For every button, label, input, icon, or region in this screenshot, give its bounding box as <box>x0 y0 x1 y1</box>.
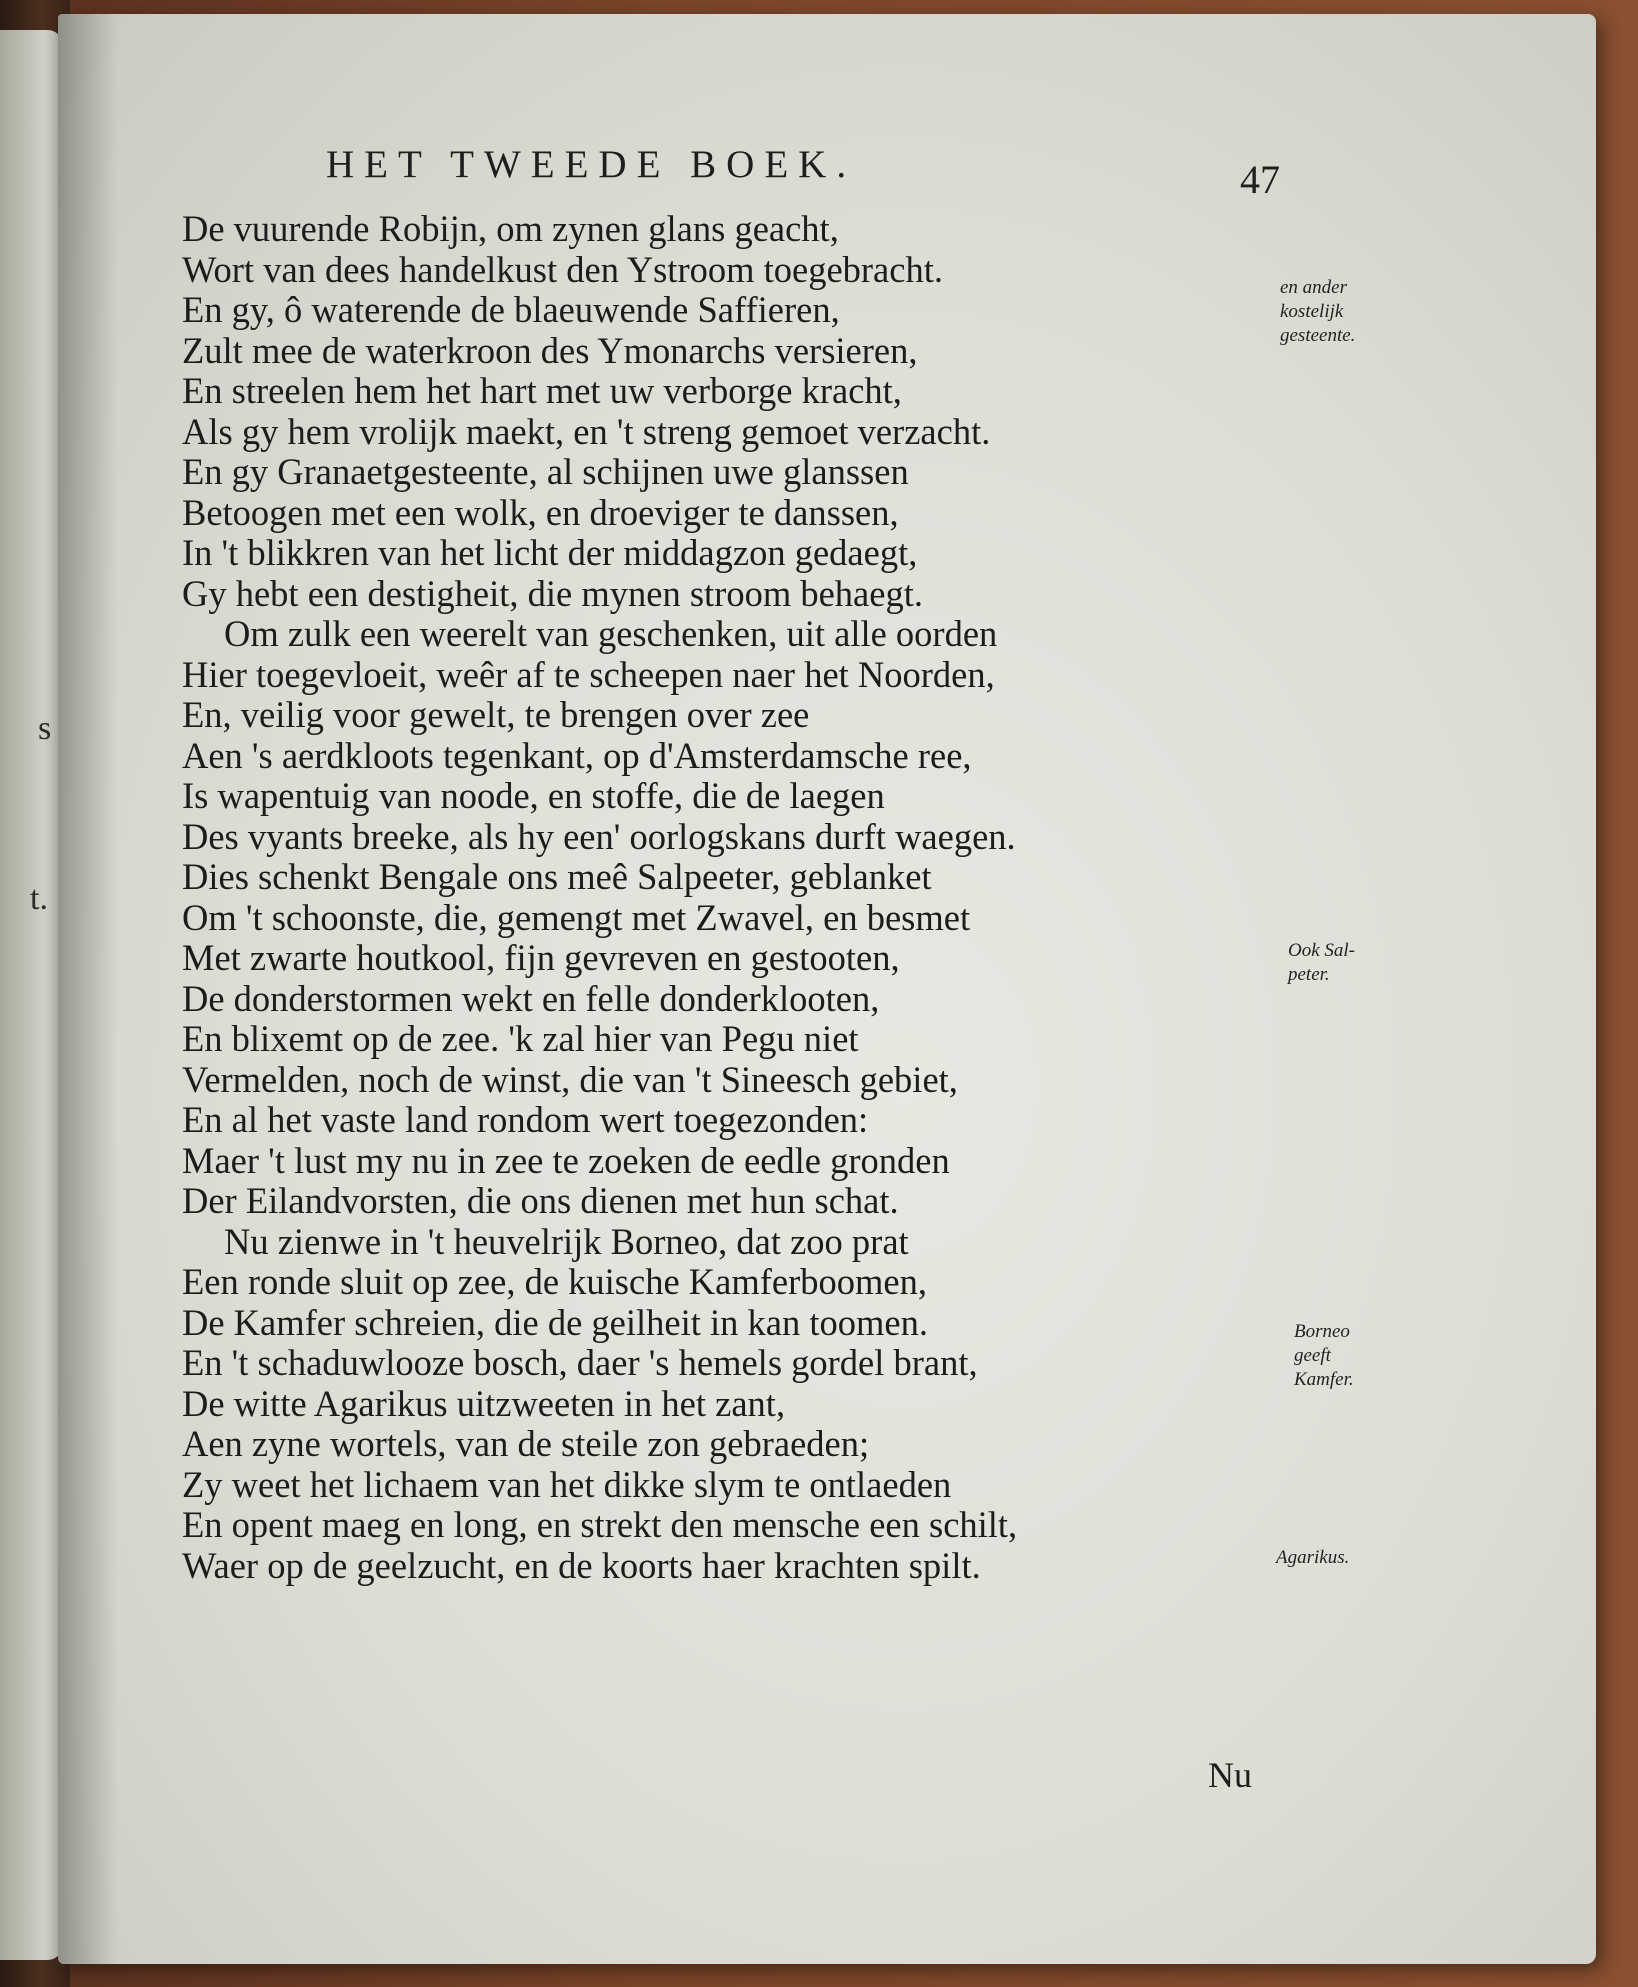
poem-line: Is wapentuig van noode, en stoffe, die de laegen <box>182 775 885 816</box>
poem-line: Als gy hem vrolijk maekt, en 't streng gemoet verzacht. <box>182 410 991 452</box>
poem-line: Nu zienwe in 't heuvelrijk Borneo, dat zoo prat <box>224 1220 909 1262</box>
poem-text <box>182 209 1222 1586</box>
margin-note-line: peter. <box>1288 964 1330 985</box>
poem-line: Om zulk een weerelt van geschenken, uit alle oorden <box>224 613 998 654</box>
poem-line: De Kamfer schreien, die de geilheit in kan toomen. <box>182 1301 928 1343</box>
poem-line: En opent maeg en long, en strekt den mensche een schilt, <box>182 1504 1018 1545</box>
poem-line: En gy Granaetgesteente, al schijnen uwe glanssen <box>182 451 909 492</box>
margin-note-gemstones <box>1280 276 1355 348</box>
poem-line: Wort van dees handelkust den Ystroom toegebracht. <box>182 248 943 290</box>
poem-line: Maer 't lust my nu in zee te zoeken de eedle gronden <box>182 1139 950 1181</box>
poem-line: En blixemt op de zee. 'k zal hier van Pegu niet <box>182 1018 859 1059</box>
poem-line: En, veilig voor gewelt, te brengen over zee <box>182 694 810 735</box>
poem-line: En 't schaduwlooze bosch, daer 's hemels gordel brant, <box>182 1342 978 1383</box>
poem-line: Waer op de geelzucht, en de koorts haer krachten spilt. <box>182 1544 981 1586</box>
margin-note-line: geeft <box>1294 1345 1331 1366</box>
left-page-edge <box>0 30 62 1960</box>
margin-note-line: Ook Sal- <box>1288 940 1356 961</box>
margin-note-saltpeter <box>1288 939 1355 987</box>
poem-line: Des vyants breeke, als hy een' oorlogskans durft waegen. <box>182 815 1016 857</box>
poem-line: Hier toegevloeit, weêr af te scheepen naer het Noorden, <box>182 653 995 695</box>
poem-line: Betoogen met een wolk, en droeviger te danssen, <box>182 491 899 533</box>
margin-note-line: en ander <box>1280 277 1348 298</box>
poem-line: En al het vaste land rondom wert toegezonden: <box>182 1099 869 1140</box>
poem-line: Gy hebt een destigheit, die mynen stroom behaegt. <box>182 572 923 614</box>
margin-note-line: gesteente. <box>1280 325 1356 346</box>
poem-line: De witte Agarikus uitzweeten in het zant, <box>182 1382 786 1424</box>
poem-line: Aen 's aerdkloots tegenkant, op d'Amsterdamsche ree, <box>182 734 972 776</box>
book-page <box>58 14 1596 1964</box>
poem-line: En gy, ô waterende de blaeuwende Saffieren, <box>182 289 840 330</box>
left-page-fragment: s <box>38 710 52 747</box>
poem-line: Der Eilandvorsten, die ons dienen met hun schat. <box>182 1180 899 1221</box>
poem-line: De donderstormen wekt en felle donderklooten, <box>182 977 880 1019</box>
poem-line: Een ronde sluit op zee, de kuische Kamferboomen, <box>182 1261 927 1302</box>
poem-line: Dies schenkt Bengale ons meê Salpeeter, geblanket <box>182 856 932 897</box>
page-number: 47 <box>1240 157 1280 202</box>
poem-line: En streelen hem het hart met uw verborge kracht, <box>182 370 902 411</box>
poem-line: In 't blikkren van het licht der middagzon gedaegt, <box>182 532 918 573</box>
catchword: Nu <box>1208 1755 1252 1795</box>
poem-line: Aen zyne wortels, van de steile zon gebraeden; <box>182 1423 870 1464</box>
margin-note-borneo <box>1294 1320 1354 1392</box>
margin-note-line: Agarikus. <box>1276 1547 1350 1568</box>
poem-line: Om 't schoonste, die, gemengt met Zwavel, en besmet <box>182 896 971 938</box>
margin-note-agarikus <box>1276 1546 1349 1570</box>
poem-line: Vermelden, noch de winst, die van 't Sineesch gebiet, <box>182 1058 958 1100</box>
margin-note-line: Borneo <box>1294 1321 1350 1342</box>
poem-line: Zult mee de waterkroon des Ymonarchs versieren, <box>182 329 918 371</box>
poem-line: Zy weet het lichaem van het dikke slym te ontlaeden <box>182 1463 952 1505</box>
running-head: HET TWEEDE BOEK. <box>326 143 857 186</box>
margin-note-line: Kamfer. <box>1294 1369 1354 1390</box>
margin-note-line: kostelijk <box>1280 301 1344 322</box>
poem-line: Met zwarte houtkool, fijn gevreven en gestooten, <box>182 937 900 978</box>
left-page-fragment: t. <box>30 880 48 917</box>
poem-line: De vuurende Robijn, om zynen glans geacht, <box>182 208 839 249</box>
